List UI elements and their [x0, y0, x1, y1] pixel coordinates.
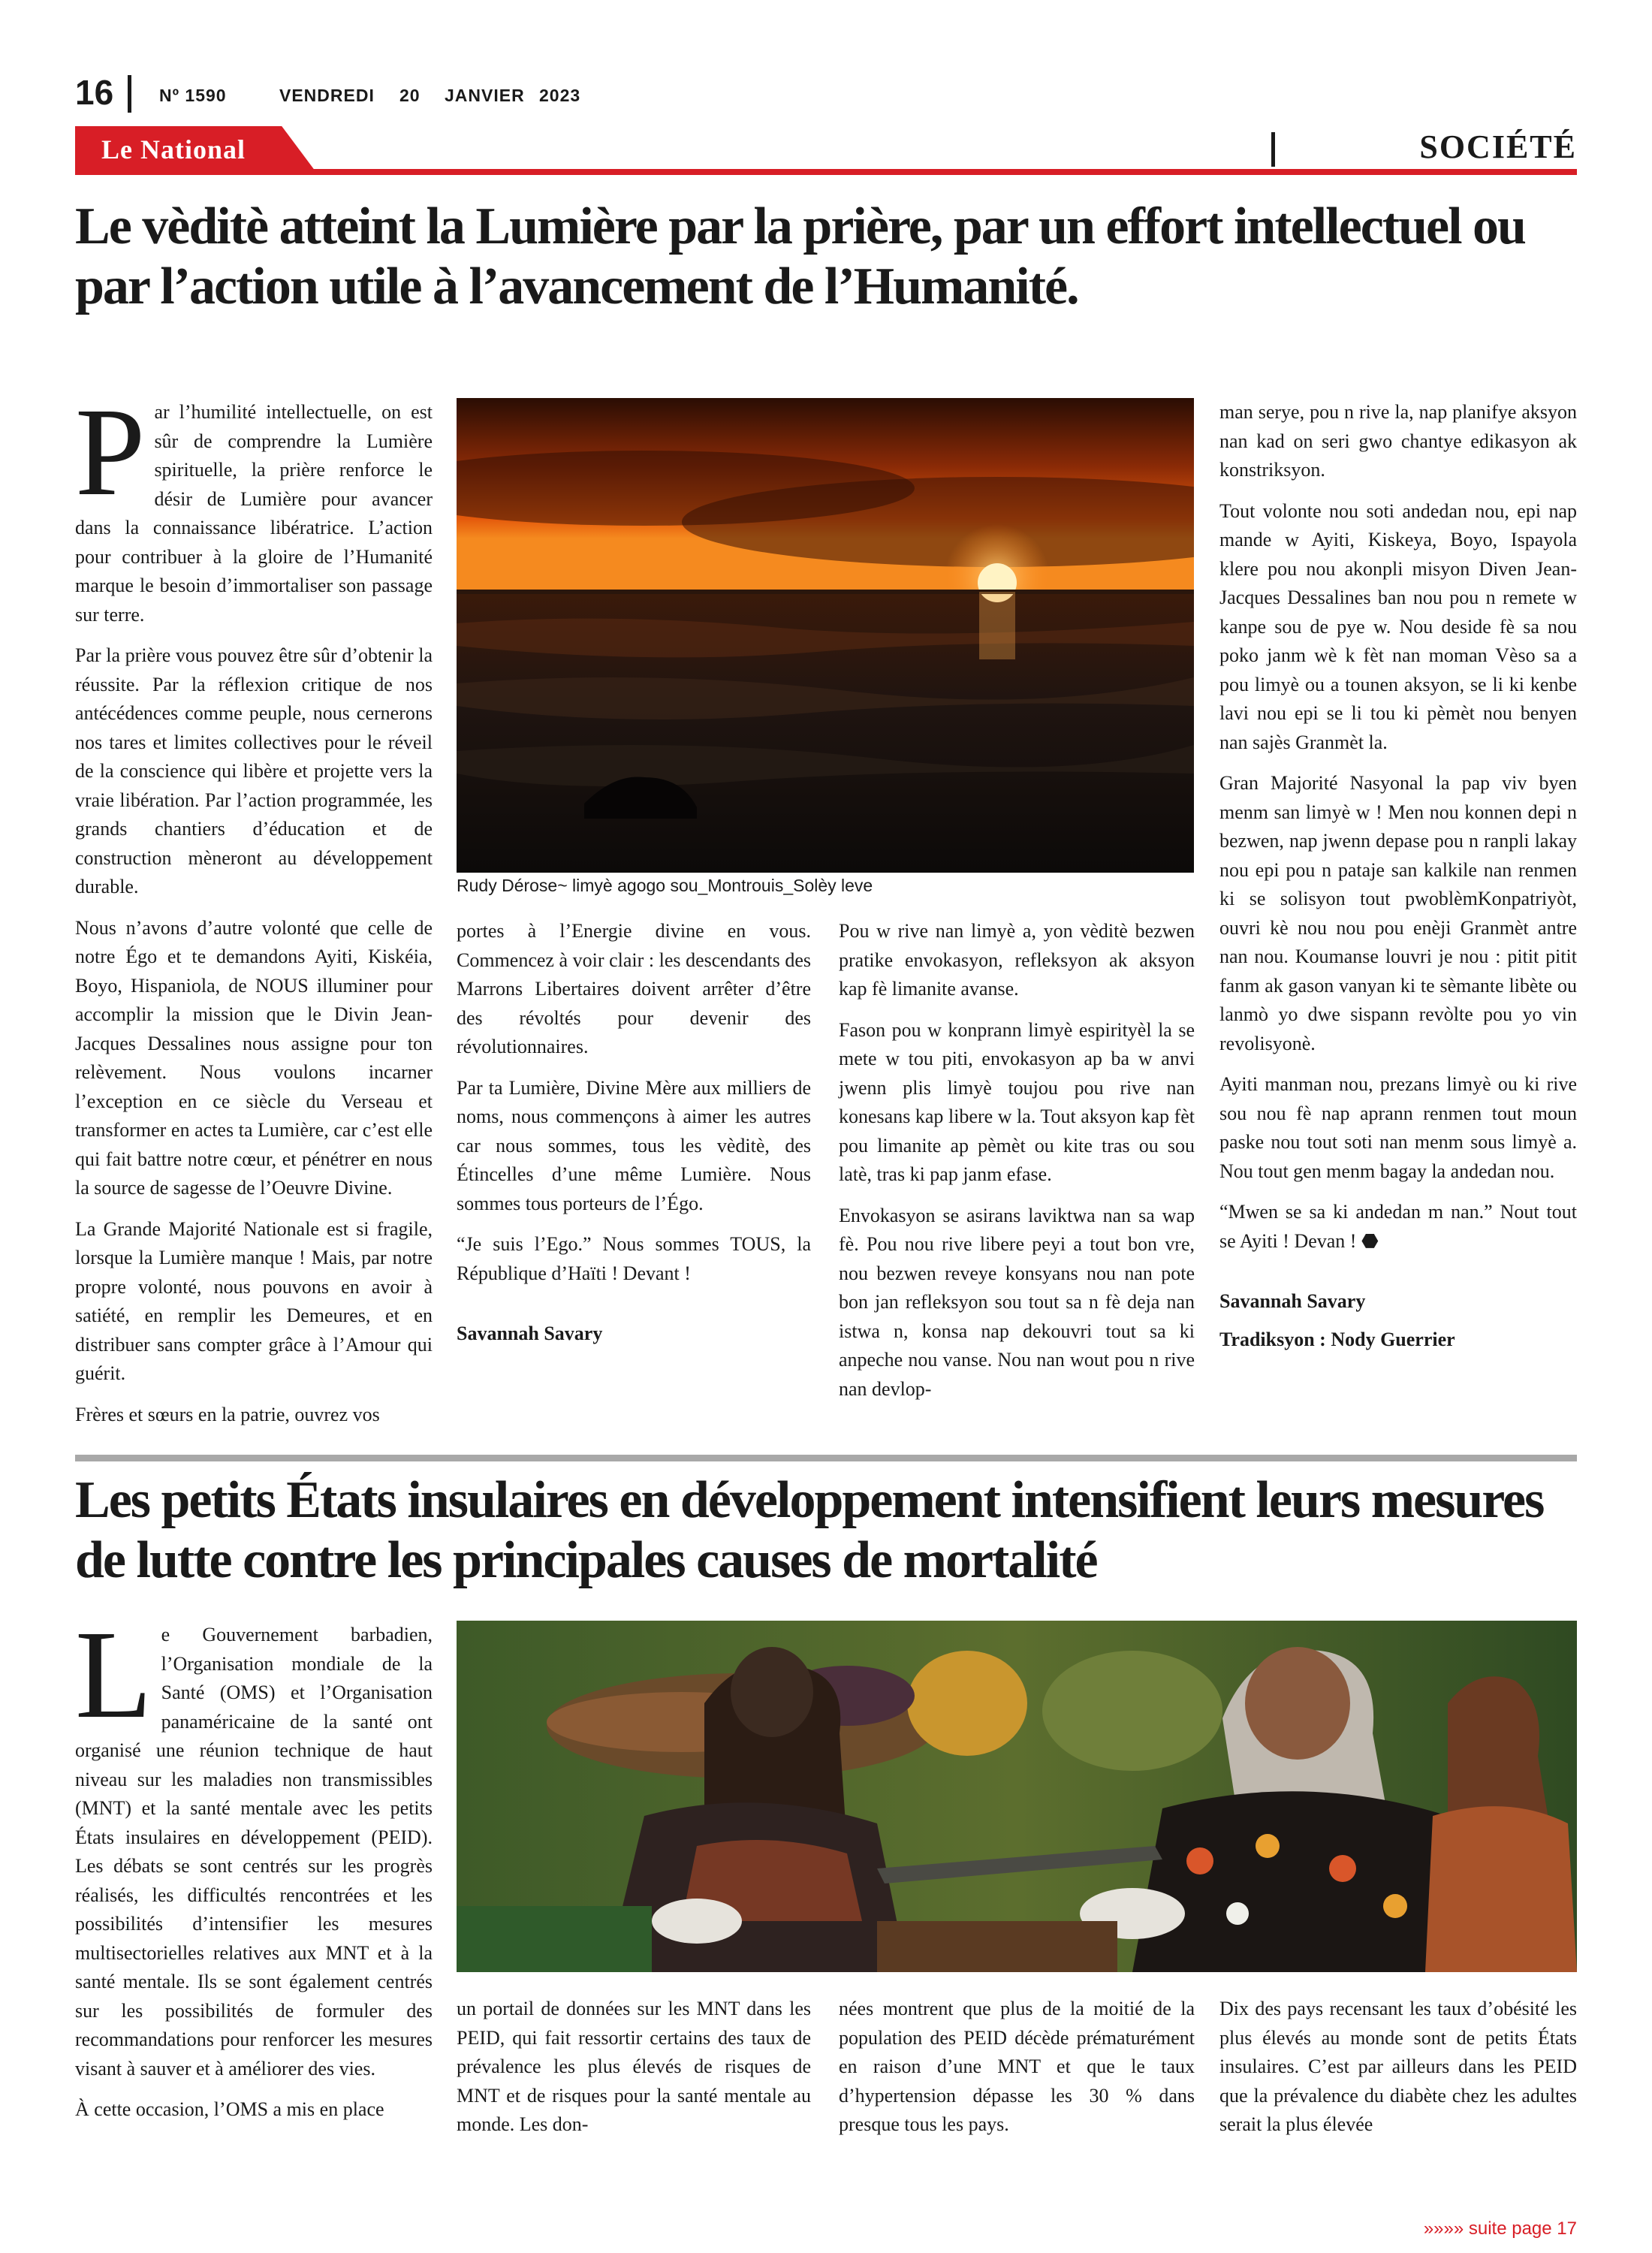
page-number: 16 [75, 73, 114, 112]
article1-column-4 [1219, 398, 1577, 1366]
article2-paragraph: À cette occasion, l’OMS a mis en place [75, 2098, 384, 2120]
article1-paragraph: man serye, pou n rive la, nap planifye aksyon nan kad on seri gwo chantye edikasyon ak konstriksyon. [1219, 401, 1577, 481]
article1-paragraph: La Grande Majorité Nationale est si fragile, lorsque la Lumière manque ! Mais, par notre propre volonté, nous pouvons en avoir à satiété, en remplir les Demeures, et en distribuer sans compter grâce à l’Amour qui guérit. [75, 1217, 433, 1384]
article1-paragraph: Fason pou w konprann limyè espirityèl la se mete w tou piti, envokasyon ap ba w anvi jwenn plis limyè toujou pou rive nan konesans kap libere w la. Tout aksyon kap fèt pou limanite ap pèmèt ou kite tras ou sou latè, tras ki pap janm efase. [839, 1018, 1195, 1185]
photo-caption: Rudy Dérose~ limyè agogo sou_Montrouis_Solèy leve [457, 876, 873, 895]
article1-column-1 [75, 382, 433, 1441]
market-photo [457, 1621, 1577, 1972]
article2-column-2 [457, 1995, 811, 2152]
article1-paragraph: portes à l’Energie divine en vous. Commencez à voir clair : les descendants des Marrons Libertaires doivent arrêter d’être des révoltés pour devenir des révolutionnaires. [457, 920, 811, 1057]
page-number-divider [128, 75, 131, 113]
article2-headline: Les petits États insulaires en développement intensifient leurs mesures de lutte contre les principales causes de mortalité [75, 1471, 1544, 1589]
section-divider [1271, 132, 1275, 167]
continued-link[interactable]: »»»» suite page 17 [1423, 2218, 1577, 2239]
issue-date-month: JANVIER [445, 86, 525, 105]
article2-dropcap: L [75, 1605, 152, 1745]
masthead-logo: Le National [101, 134, 246, 164]
article1-paragraph: Gran Majorité Nasyonal la pap viv byen menm san limyè w ! Men nou konnen depi n bezwen, nap jwenn depase pou n ranpli lakay nou epi pou n pataje san kalkile nan renmen ki se solisyon tout pwoblèmKonpatriyòt, ouvri kè nou nou pou enèji Granmèt antre nan nou. Koumanse louvri je nou : pitit pitit fanm ak gason vanyan ki te sèmante libète ou lanmò yo dwe sispann revòlte pou yo vin revolisyonè. [1219, 772, 1577, 1054]
article1-paragraph: Frères et sœurs en la patrie, ouvrez vos [75, 1403, 380, 1425]
article1-paragraph: Par ta Lumière, Divine Mère aux milliers de noms, nous commençons à aimer les autres car nous sommes, tous les vèditè, des Étincelles d’une même Lumière. Nous sommes tous porteurs de l’Égo. [457, 1076, 811, 1214]
issue-day: VENDREDI [279, 86, 375, 105]
article1-translator: Tradiksyon : Nody Guerrier [1219, 1328, 1455, 1350]
article2-column-4 [1219, 1995, 1577, 2152]
article1-paragraph: Nous n’avons d’autre volonté que celle de notre Égo et te demandons Ayiti, Kiskéia, Boyo, Hispaniola, de NOUS illuminer pour accomplir la mission que le Divin Jean-Jacques Dessalines nous assigne pour ton relèvement. Nous voulons incarner l’exception en ce siècle du Verseau et transformer en actes ta Lumière, car c’est elle qui fait battre notre cœur, et pénétrer en nous la source de sagesse de l’Oeuvre Divine. [75, 916, 433, 1199]
article1-paragraph: Pou w rive nan limyè a, yon vèditè bezwen pratike envokasyon, refleksyon ak aksyon kap fè limanite avanse. [839, 920, 1195, 1000]
issue-number: Nº 1590 [159, 86, 227, 105]
article1-paragraph: Ayiti manman nou, prezans limyè ou ki rive sou nou fè nap aprann renmen tout moun paske nou tout soti nan menm sous limyè a. Nou tout gen menm bagay la andedan nou. [1219, 1073, 1577, 1182]
article1-column-3 [839, 917, 1195, 1416]
article-divider [75, 1455, 1577, 1461]
article1-paragraph: “Je suis l’Ego.” Nous sommes TOUS, la République d’Haïti ! Devant ! [457, 1233, 811, 1284]
article1-byline-kr: Savannah Savary [1219, 1290, 1366, 1312]
article1-paragraph: Par l’humilité intellectuelle, on est sûr de comprendre la Lumière spirituelle, la prière renforce le désir de Lumière pour avancer dans la connaissance libératrice. L’action pour contribuer à la gloire de l’Humanité marque le besoin d’immortaliser son passage sur terre. [75, 382, 433, 626]
article1-column-2 [457, 917, 811, 1361]
article1-dropcap: P [75, 382, 146, 522]
article2-paragraph: nées montrent que plus de la moitié de la population des PEID décède prématurément en raison d’une MNT et que le taux d’hypertension dépasse les 30 % dans presque tous les pays. [839, 1998, 1195, 2135]
article1-paragraph: Tout volonte nou soti andedan nou, epi nap mande w Ayiti, Kiskeya, Boyo, Ispayola klere pou nou akonpli misyon Diven Jean-Jacques Dessalines ban nou pou n remete w kanpe sou de pye w. Nou deside fè sa nou poko janm wè k fèt nan moman Vèso sa a pou limyè ou a tounen aksyon, se li ki kenbe lavi nou epi se li tou ki pèmèt nou benyen nan sajès Granmèt la. [1219, 499, 1577, 753]
sunset-photo-image [457, 398, 1194, 873]
article2-paragraph: Le Gouvernement barbadien, l’Organisation mondiale de la Santé (OMS) et l’Organisation panaméricaine de la santé ont organisé une réunion technique de haut niveau sur les maladies non transmissibles (MNT) et la santé mentale avec les petits États insulaires en développement (PEID). Les débats se sont centrés sur les progrès réalisés, les difficultés rencontrées et les possibilités d’intensifier les mesures multisectorielles relatives aux MNT et à la santé mentale. Ils se sont également centrés sur les possibilités de formuler des recommandations pour renforcer les mesures visant à sauver et à améliorer des vies. [75, 1605, 433, 2080]
article1-byline-fr: Savannah Savary [457, 1323, 603, 1344]
article2-paragraph: un portail de données sur les MNT dans les PEID, qui fait ressortir certains des taux de prévalence les plus élevés de risques de MNT et de risques pour la santé mentale au monde. Les don- [457, 1998, 811, 2135]
article1-headline: Le vèditè atteint la Lumière par la prière, par un effort intellectuel ou par l’action utile à l’avancement de l’Humanité. [75, 198, 1525, 315]
article1-paragraph: “Mwen se sa ki andedan m nan.” Nout tout se Ayiti ! Devan ! ⬣ [1219, 1201, 1577, 1252]
sunset-photo [457, 398, 1194, 873]
header-rule [75, 169, 1577, 175]
article2-column-3 [839, 1995, 1195, 2152]
issue-date-day: 20 [399, 86, 421, 105]
issue-date-year: 2023 [539, 86, 581, 105]
article2-paragraph: Dix des pays recensant les taux d’obésité les plus élevés au monde sont de petits États insulaires. C’est par ailleurs dans les PEID que la prévalence du diabète chez les adultes serait la plus élevée [1219, 1998, 1577, 2135]
article1-paragraph: Envokasyon se asirans laviktwa nan sa wap fè. Pou nou rive libere peyi a tout bon vre, nou bezwen reveye konsyans nou nan pote bon jan refleksyon sou tout sa n fè deja nan istwa n, konsa nap dekouvri tout sa ki anpeche nou vanse. Nou nan wout pou n rive nan devlop- [839, 1204, 1195, 1400]
market-photo-image [457, 1621, 1577, 1972]
article2-column-1 [75, 1605, 433, 2137]
end-mark-icon: ⬣ [1361, 1229, 1379, 1252]
article1-paragraph: Par la prière vous pouvez être sûr d’obtenir la réussite. Par la réflexion critique de nos antécédences comme peuple, nous cernerons nos tares et limites collectives pour le réveil de la conscience qui libère et projette vers la vraie libération. Par l’action programmée, les grands chantiers d’éducation et de construction mèneront au développement durable. [75, 644, 433, 897]
section-label: SOCIÉTÉ [1419, 128, 1577, 165]
